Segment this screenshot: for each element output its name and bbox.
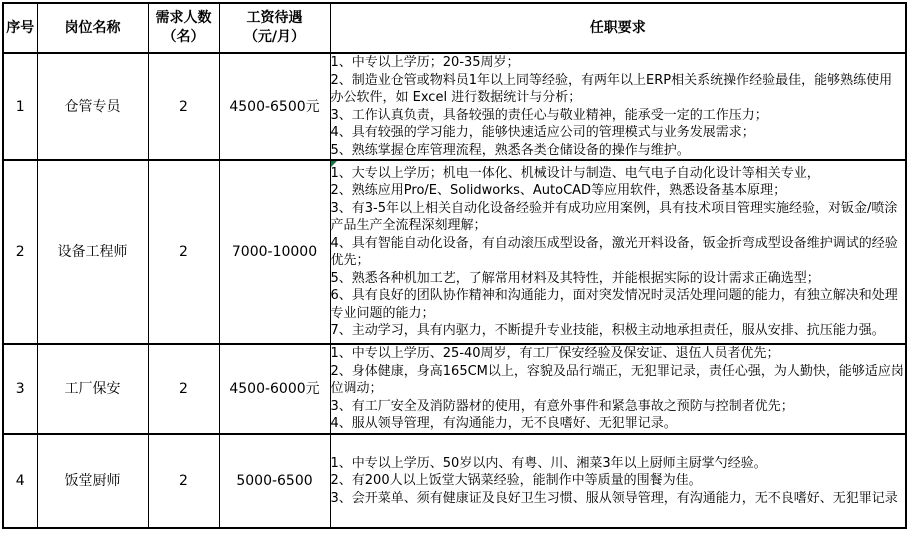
row-no: 1 xyxy=(3,53,37,160)
requirement-item: 4、服从领导管理，有沟通能力，无不良嗜好、无犯罪记录。 xyxy=(330,416,677,432)
row-no: 3 xyxy=(3,344,37,434)
headcount-value: 2 xyxy=(148,160,219,344)
requirement-item: 5、熟练掌握仓库管理流程，熟悉各类仓储设备的操作与维护。 xyxy=(330,142,690,158)
header-salary-line1: 工资待遇 xyxy=(246,10,303,26)
header-row xyxy=(3,3,906,53)
requirement-item: 4、具有较强的学习能力，能够快速适应公司的管理模式与业务发展需求； xyxy=(330,125,755,140)
salary-value: 4500-6500元 xyxy=(219,53,330,160)
requirement-item: 4、具有智能自动化设备，有自动滚压成型设备，激光开料设备，钣金折弯成型设备维护调试的经验优先； xyxy=(330,235,898,268)
requirement-item: 7、主动学习，具有内驱力，不断提升专业技能，积极主动地承担责任，服从安排、抗压能力强。 xyxy=(330,323,885,338)
requirement-item: 1、中专以上学历、50岁以内、有粤、川、湘菜3年以上厨师主厨掌勺经验。 xyxy=(330,455,767,471)
position-name: 仓管专员 xyxy=(37,53,148,160)
requirement-item: 3、有工厂安全及消防器材的使用，有意外事件和紧急事故之预防与控制者优先； xyxy=(330,398,794,414)
header-headcount-line1: 需求人数 xyxy=(155,10,212,26)
requirement-item: 2、身体健康，身高165CM以上，容貌及品行端正，无犯罪记录，责任心强，为人勤快，能够适应岗位调动； xyxy=(330,363,904,397)
requirement-item: 3、会开菜单、须有健康证及良好卫生习惯、服从领导管理，有沟通能力，无不良嗜好、无犯罪记录 xyxy=(330,490,898,506)
table-row xyxy=(3,434,906,528)
table-row xyxy=(3,53,906,160)
requirements-cell xyxy=(330,160,906,344)
header-salary xyxy=(219,3,330,53)
salary-value: 7000-10000 xyxy=(219,160,330,344)
excel-error-indicator-icon xyxy=(331,161,337,167)
salary-value: 4500-6000元 xyxy=(219,344,330,434)
position-name: 设备工程师 xyxy=(37,160,148,344)
requirements-cell xyxy=(330,344,906,434)
requirements-cell xyxy=(330,53,906,160)
requirement-item: 1、大专以上学历；机电一体化、机械设计与制造、电气电子自动化设计等相关专业， xyxy=(330,165,820,181)
header-headcount-line2: （名） xyxy=(162,29,205,45)
header-position: 岗位名称 xyxy=(37,3,148,53)
header-requirements: 任职要求 xyxy=(330,3,906,53)
table-row xyxy=(3,160,906,344)
requirement-item: 2、制造业仓管或物料员1年以上同等经验，有两年以上ERP相关系统操作经验最佳，能够熟练使用办公软件，如 Excel 进行数据统计与分析； xyxy=(330,72,893,105)
requirement-item: 1、中专以上学历、25-40周岁，有工厂保安经验及保安证、退伍人员者优先； xyxy=(330,346,780,362)
requirement-item: 6、具有良好的团队协作精神和沟通能力，面对突发情况时灵活处理问题的能力，有独立解决和处理专业问题的能力； xyxy=(330,288,898,321)
salary-value: 5000-6500 xyxy=(219,434,330,528)
header-headcount xyxy=(148,3,219,53)
headcount-value: 2 xyxy=(148,434,219,528)
requirement-item: 3、有3-5年以上相关自动化设备经验并有成功应用案例，具有技术项目管理实施经验，对钣金/喷涂产品生产全流程深刻理解； xyxy=(330,200,898,233)
header-salary-line2: （元/月） xyxy=(243,29,306,45)
requirement-item: 2、有200人以上饭堂大锅菜经验，能制作中等质量的围餐为佳。 xyxy=(330,473,702,489)
requirement-item: 5、熟悉各种机加工艺，了解常用材料及其特性，并能根据实际的设计需求正确选型； xyxy=(330,270,820,286)
requirement-item: 2、熟练应用Pro/E、Solidworks、AutoCAD等应用软件，熟悉设备基本原理； xyxy=(330,183,787,198)
headcount-value: 2 xyxy=(148,53,219,160)
requirement-item: 3、工作认真负责，具备较强的责任心与敬业精神，能承受一定的工作压力； xyxy=(330,107,768,123)
position-name: 饭堂厨师 xyxy=(37,434,148,528)
job-postings-table xyxy=(2,2,907,529)
requirement-item: 1、中专以上学历；20-35周岁； xyxy=(330,55,520,70)
headcount-value: 2 xyxy=(148,344,219,434)
table-row xyxy=(3,344,906,434)
requirements-cell xyxy=(330,434,906,528)
row-no: 4 xyxy=(3,434,37,528)
header-no: 序号 xyxy=(3,3,37,53)
position-name: 工厂保安 xyxy=(37,344,148,434)
row-no: 2 xyxy=(3,160,37,344)
